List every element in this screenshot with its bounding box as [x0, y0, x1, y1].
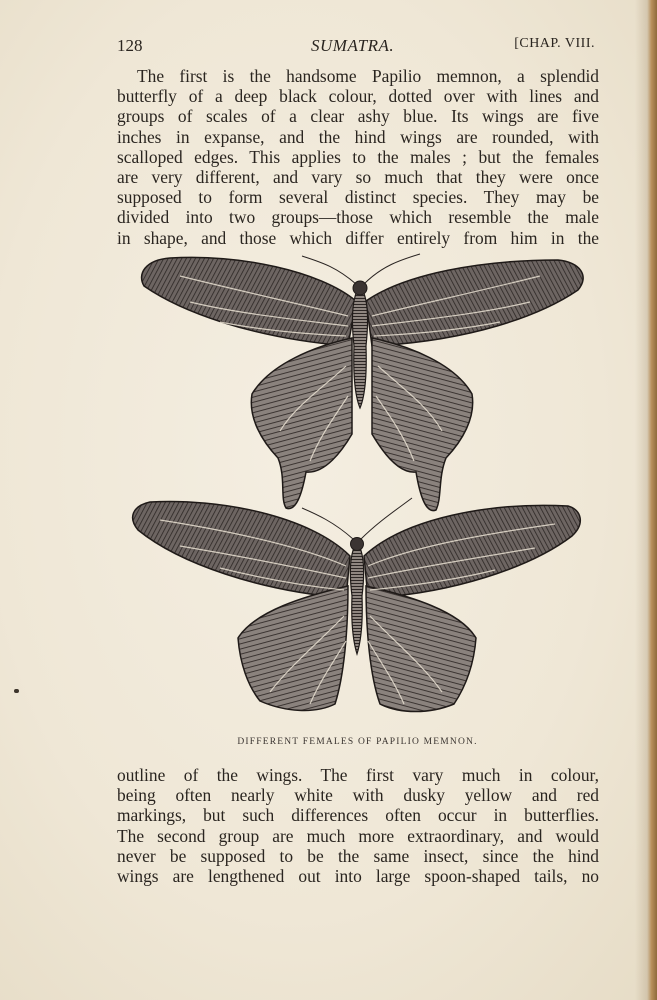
- text-line: in shape, and those which differ entirely from him in the: [117, 227, 599, 248]
- lower-right-hindwing: [366, 586, 476, 712]
- chapter-label: [CHAP. VIII.: [514, 36, 595, 51]
- paragraph-1: [117, 66, 599, 248]
- lower-right-forewing: [364, 505, 580, 598]
- text-line: groups of scales of a clear ashy blue. Its wings are five: [117, 106, 599, 127]
- text-line: markings, but such differences often occur in butterflies.: [117, 805, 599, 826]
- lower-head: [351, 538, 364, 551]
- text-line: scalloped edges. This applies to the males ; but the females: [117, 146, 599, 167]
- lower-left-hindwing: [238, 586, 348, 710]
- text-line: inches in expanse, and the hind wings are rounded, with: [117, 126, 599, 147]
- text-line: outline of the wings. The first vary much in colour,: [117, 765, 599, 785]
- upper-left-hindwing: [251, 338, 352, 509]
- text-line: The first is the handsome Papilio memnon, a splendid: [137, 66, 599, 86]
- running-header: [117, 36, 595, 60]
- figure-caption: DIFFERENT FEMALES OF PAPILIO MEMNON.: [237, 737, 478, 747]
- upper-left-forewing: [142, 257, 356, 346]
- page-number: 128: [117, 36, 143, 55]
- upper-body: [352, 286, 367, 408]
- upper-right-forewing: [366, 260, 583, 346]
- text-line: butterfly of a deep black colour, dotted over with lines and: [117, 86, 599, 107]
- upper-right-hindwing: [372, 338, 473, 511]
- butterfly-engraving: [120, 246, 595, 726]
- paragraph-2: [117, 765, 599, 886]
- text-line: supposed to form several distinct species. They may be: [117, 187, 599, 208]
- text-line: are very different, and vary so much that they were once: [117, 167, 599, 188]
- ink-speck: [14, 689, 19, 693]
- text-line: never be supposed to be the same insect, since the hind: [117, 845, 599, 866]
- binding-gutter: [635, 0, 657, 1000]
- lower-body: [350, 542, 363, 654]
- text-line: being often nearly white with dusky yellow and red: [117, 785, 599, 806]
- butterfly-rounded: [133, 498, 581, 712]
- text-line: wings are lengthened out into large spoon-shaped tails, no: [117, 866, 599, 887]
- running-title: SUMATRA.: [311, 36, 395, 55]
- butterfly-tailed: [142, 254, 584, 511]
- text-line: The second group are much more extraordinary, and would: [117, 825, 599, 846]
- lower-left-forewing: [133, 501, 350, 598]
- text-line: divided into two groups—those which resemble the male: [117, 207, 599, 228]
